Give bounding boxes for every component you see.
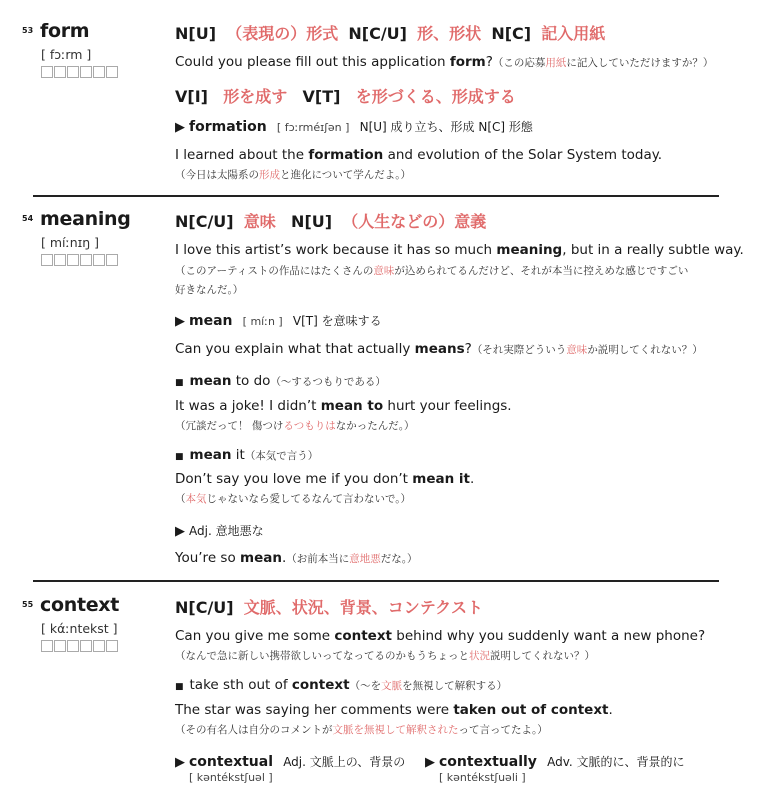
pos: V[T] (302, 87, 341, 106)
example-sentence: I love this artist’s work because it has so much meaning, but in a really subtle way. (175, 242, 744, 258)
check-box[interactable] (93, 254, 105, 266)
check-box[interactable] (93, 66, 105, 78)
check-box[interactable] (106, 66, 118, 78)
entry-number: 53 (22, 26, 34, 35)
phrase: ■ take sth out of context（～を文脈を無視して解釈する） (175, 677, 508, 693)
example-sentence: Can you give me some context behind why you suddenly want a new phone? (175, 628, 706, 644)
definition-line (175, 209, 486, 232)
check-box[interactable] (67, 66, 79, 78)
divider (33, 580, 719, 582)
derivative-word: mean (189, 313, 233, 329)
pronunciation: [ míːnɪŋ ] (41, 235, 100, 250)
meaning: 形を成す (223, 87, 288, 106)
derivative-meaning: V[T] を意味する (292, 314, 382, 328)
example-sentence: You’re so mean.（お前本当に意地悪だな。） (175, 550, 418, 566)
headword: meaning (40, 208, 131, 230)
phrase: ■ mean to do（～するつもりである） (175, 373, 386, 389)
translation: （冗談だって！ 傷つけるつもりはなかったんだ。） (175, 420, 415, 432)
divider (33, 195, 719, 197)
example-sentence: The star was saying her comments were taken out of context. (175, 702, 613, 718)
pos: N[C/U] (175, 598, 234, 617)
pos: N[C/U] (175, 212, 234, 231)
pronunciation: [ kάːntekst ] (41, 621, 118, 636)
headword: context (40, 594, 120, 616)
definition-line (175, 84, 516, 107)
example-sentence: I learned about the formation and evolution of the Solar System today. (175, 147, 663, 163)
triangle-icon: ▶ (425, 755, 435, 770)
pronunciation: [ míːn ] (242, 315, 283, 328)
check-box[interactable] (41, 66, 53, 78)
check-box[interactable] (67, 254, 79, 266)
example-sentence: Could you please fill out this application form?（この応募用紙に記入していただけますか？） (175, 54, 714, 70)
pos: N[U] (175, 24, 217, 43)
check-box[interactable] (54, 66, 66, 78)
derivative-contextual (175, 751, 405, 770)
triangle-icon: ▶ (175, 120, 185, 135)
check-box[interactable] (54, 640, 66, 652)
checkboxes[interactable] (41, 254, 119, 266)
translation: （本気じゃないなら愛してるなんて言わないで。） (175, 493, 412, 505)
translation: （なんで急に新しい携帯欲しいってなってるのかもうちょっと状況説明してくれない？） (175, 650, 595, 662)
derivative-word: contextually (439, 754, 537, 770)
square-bullet-icon: ■ (175, 452, 184, 462)
check-box[interactable] (106, 640, 118, 652)
example-sentence: Don’t say you love me if you don’t mean it. (175, 471, 475, 487)
triangle-icon: ▶ (175, 314, 185, 329)
example-sentence: It was a joke! I didn’t mean to hurt your feelings. (175, 398, 512, 414)
derivative-word: contextual (189, 754, 274, 770)
check-box[interactable] (80, 640, 92, 652)
example-sentence: Can you explain what that actually means?（それ実際どういう意味か説明してくれない？） (175, 341, 703, 357)
entry-number: 55 (22, 600, 34, 609)
check-box[interactable] (93, 640, 105, 652)
meaning: （人生などの）意義 (342, 212, 487, 231)
pronunciation: [ fɔːrméɪʃən ] (276, 121, 350, 134)
pos: N[C] (491, 24, 532, 43)
derivative-meaning: Adv. 文脈的に、背景的に (547, 755, 685, 769)
derivative-meaning: Adj. 意地悪な (189, 524, 264, 538)
check-box[interactable] (54, 254, 66, 266)
meaning: 形、形状 (417, 24, 482, 43)
derivative (175, 310, 382, 329)
derivative-meaning: Adj. 文脈上の、背景の (283, 755, 406, 769)
pos: N[C/U] (348, 24, 407, 43)
meaning: （表現の）形式 (226, 24, 339, 43)
meaning: を形づくる、形成する (355, 87, 516, 106)
pronunciation: [ fɔːrm ] (41, 47, 92, 62)
definition-line (175, 21, 605, 44)
check-box[interactable] (80, 254, 92, 266)
headword: form (40, 20, 90, 42)
derivative-word: formation (189, 119, 267, 135)
triangle-icon: ▶ (175, 524, 185, 539)
derivative-contextually (425, 751, 685, 770)
entry-number: 54 (22, 214, 34, 223)
check-box[interactable] (41, 640, 53, 652)
derivative-meaning: N[U] 成り立ち、形成 N[C] 形態 (359, 120, 533, 134)
square-bullet-icon: ■ (175, 682, 184, 692)
pos: V[I] (175, 87, 208, 106)
phrase: ■ mean it（本気で言う） (175, 447, 319, 463)
triangle-icon: ▶ (175, 755, 185, 770)
translation: 好きなんだ。） (175, 284, 244, 296)
meaning: 文脈、状況、背景、コンテクスト (243, 598, 483, 617)
checkboxes[interactable] (41, 640, 119, 652)
meaning: 意味 (243, 212, 276, 231)
check-box[interactable] (80, 66, 92, 78)
pronunciation: [ kəntékstʃuəli ] (439, 771, 526, 784)
check-box[interactable] (41, 254, 53, 266)
square-bullet-icon: ■ (175, 378, 184, 388)
check-box[interactable] (106, 254, 118, 266)
pronunciation: [ kəntékstʃuəl ] (189, 771, 273, 784)
pos: N[U] (291, 212, 333, 231)
derivative (175, 116, 533, 135)
translation: （今日は太陽系の形成と進化について学んだよ。） (175, 169, 412, 181)
translation: （その有名人は自分のコメントが文脈を無視して解釈されたって言ってたよ。） (175, 724, 548, 736)
checkboxes[interactable] (41, 66, 119, 78)
check-box[interactable] (67, 640, 79, 652)
meaning: 記入用紙 (541, 24, 606, 43)
derivative (175, 520, 264, 539)
translation: （このアーティストの作品にはたくさんの意味が込められてるんだけど、それが本当に控えめな感じですごい (175, 265, 689, 277)
definition-line (175, 595, 483, 618)
